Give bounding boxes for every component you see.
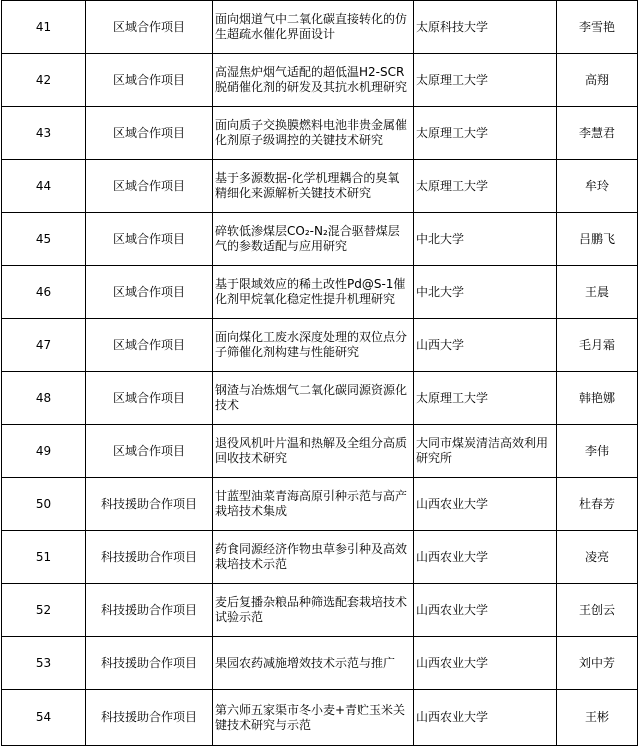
table-row [2,54,638,107]
table-row [2,1,638,54]
project-title: 药食同源经济作物虫草参引种及高效栽培技术示范 [213,531,414,584]
host-unit: 太原理工大学 [414,372,557,425]
project-category: 科技援助合作项目 [86,478,213,531]
row-number: 46 [2,266,86,319]
project-leader: 韩艳娜 [557,372,638,425]
row-number: 47 [2,319,86,372]
host-unit: 中北大学 [414,266,557,319]
project-leader: 刘中芳 [557,637,638,690]
project-category: 科技援助合作项目 [86,637,213,690]
project-title: 面向煤化工废水深度处理的双位点分子筛催化剂构建与性能研究 [213,319,414,372]
project-leader: 凌亮 [557,531,638,584]
project-title: 面向烟道气中二氧化碳直接转化的仿生超疏水催化界面设计 [213,1,414,54]
project-leader: 王彬 [557,690,638,746]
project-category: 区域合作项目 [86,54,213,107]
table-row [2,584,638,637]
project-title: 第六师五家渠市冬小麦+青贮玉米关键技术研究与示范 [213,690,414,746]
host-unit: 山西大学 [414,319,557,372]
project-leader: 李伟 [557,425,638,478]
host-unit: 大同市煤炭清洁高效利用研究所 [414,425,557,478]
row-number: 41 [2,1,86,54]
table-row [2,637,638,690]
project-title: 退役风机叶片温和热解及全组分高质回收技术研究 [213,425,414,478]
project-category: 科技援助合作项目 [86,584,213,637]
project-title: 高湿焦炉烟气适配的超低温H2-SCR脱硝催化剂的研发及其抗水机理研究 [213,54,414,107]
project-title: 甘蓝型油菜青海高原引种示范与高产栽培技术集成 [213,478,414,531]
table-row [2,319,638,372]
row-number: 52 [2,584,86,637]
project-leader: 牟玲 [557,160,638,213]
row-number: 49 [2,425,86,478]
project-category: 区域合作项目 [86,1,213,54]
row-number: 44 [2,160,86,213]
row-number: 51 [2,531,86,584]
project-category: 区域合作项目 [86,372,213,425]
table-row [2,266,638,319]
row-number: 43 [2,107,86,160]
project-leader: 李雪艳 [557,1,638,54]
table-row [2,690,638,746]
project-category: 科技援助合作项目 [86,690,213,746]
project-title: 钢渣与冶炼烟气二氧化碳同源资源化技术 [213,372,414,425]
project-title: 基于多源数据-化学机理耦合的臭氧精细化来源解析关键技术研究 [213,160,414,213]
project-title: 面向质子交换膜燃料电池非贵金属催化剂原子级调控的关键技术研究 [213,107,414,160]
host-unit: 太原理工大学 [414,107,557,160]
project-category: 科技援助合作项目 [86,531,213,584]
project-leader: 杜春芳 [557,478,638,531]
host-unit: 山西农业大学 [414,478,557,531]
project-category: 区域合作项目 [86,425,213,478]
project-title: 麦后复播杂粮品种筛选配套栽培技术试验示范 [213,584,414,637]
host-unit: 山西农业大学 [414,637,557,690]
project-leader: 高翔 [557,54,638,107]
row-number: 48 [2,372,86,425]
table-row [2,478,638,531]
host-unit: 中北大学 [414,213,557,266]
project-leader: 王晨 [557,266,638,319]
project-category: 区域合作项目 [86,107,213,160]
project-category: 区域合作项目 [86,213,213,266]
table-row [2,425,638,478]
row-number: 50 [2,478,86,531]
table-row [2,107,638,160]
project-table [1,0,638,746]
row-number: 53 [2,637,86,690]
project-title: 碎软低渗煤层CO₂-N₂混合驱替煤层气的参数适配与应用研究 [213,213,414,266]
table-row [2,372,638,425]
host-unit: 太原科技大学 [414,1,557,54]
table-row [2,160,638,213]
project-leader: 毛月霜 [557,319,638,372]
project-title: 果园农药减施增效技术示范与推广 [213,637,414,690]
project-leader: 吕鹏飞 [557,213,638,266]
host-unit: 太原理工大学 [414,160,557,213]
host-unit: 山西农业大学 [414,690,557,746]
project-category: 区域合作项目 [86,319,213,372]
project-leader: 王创云 [557,584,638,637]
table-row [2,213,638,266]
host-unit: 太原理工大学 [414,54,557,107]
project-category: 区域合作项目 [86,266,213,319]
project-leader: 李慧君 [557,107,638,160]
row-number: 54 [2,690,86,746]
row-number: 45 [2,213,86,266]
host-unit: 山西农业大学 [414,531,557,584]
project-title: 基于限域效应的稀土改性Pd@S-1催化剂甲烷氧化稳定性提升机理研究 [213,266,414,319]
project-category: 区域合作项目 [86,160,213,213]
table-row [2,531,638,584]
host-unit: 山西农业大学 [414,584,557,637]
row-number: 42 [2,54,86,107]
